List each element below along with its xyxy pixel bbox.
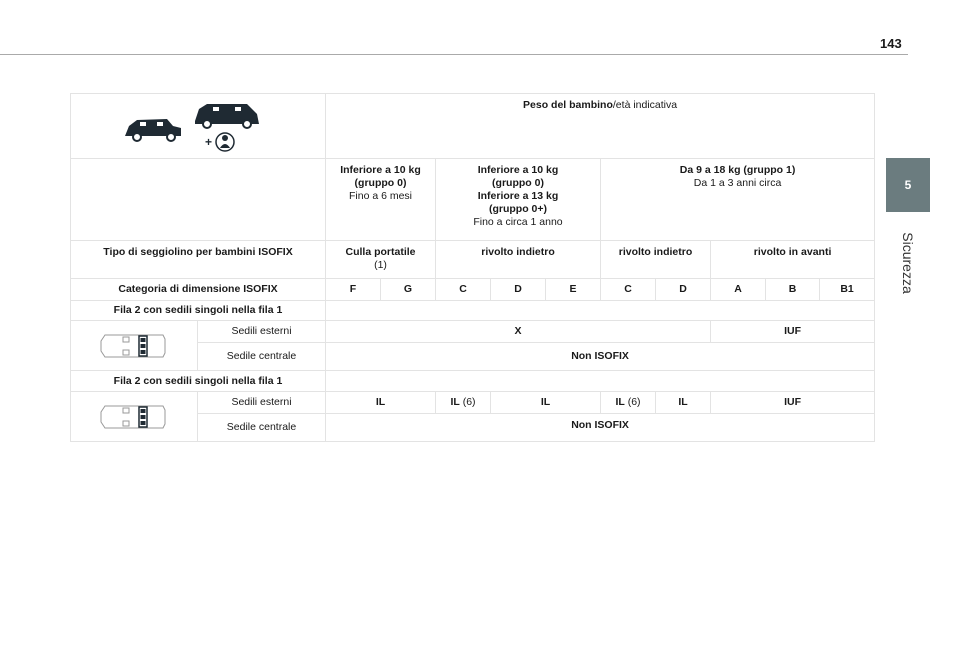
group-1-weight: Da 9 a 18 kg (gruppo 1) — [679, 164, 796, 176]
config1-title-row — [71, 301, 875, 321]
size-class-cell: B — [766, 279, 820, 301]
config1-title: Fila 2 con sedili singoli nella fila 1 — [71, 301, 326, 321]
config1-center-label: Sedile centrale — [198, 343, 326, 371]
config2-outer-label: Sedili esterni — [198, 392, 326, 414]
size-class-label: Categoria di dimensione ISOFIX — [71, 279, 326, 301]
config2-group0-code: IL — [450, 396, 460, 408]
config2-group0-note: (6) — [462, 396, 476, 408]
seat-forward-facing: rivolto in avanti — [711, 241, 875, 279]
config2-group0plus-c-value — [601, 392, 656, 414]
size-class-row — [71, 279, 875, 301]
size-class-cell: E — [546, 279, 601, 301]
group-0 — [326, 159, 436, 241]
svg-text:+: + — [205, 135, 213, 149]
group-1 — [601, 159, 875, 241]
weight-header-bold: Peso del bambino — [523, 99, 613, 111]
config2-group0plus-c-code: IL — [615, 396, 625, 408]
size-class-cell: F — [326, 279, 381, 301]
seat-type-row — [71, 241, 875, 279]
config1-outer-x: X — [326, 321, 711, 343]
seat-type-label: Tipo di seggiolino per bambini ISOFIX — [71, 241, 326, 279]
group-0plus-age: Fino a circa 1 anno — [473, 216, 563, 228]
config1-center-value: Non ISOFIX — [326, 343, 875, 371]
seat-layout-icon — [99, 402, 169, 432]
size-class-cell: D — [656, 279, 711, 301]
carrycot-label: Culla portatile — [345, 246, 416, 258]
config2-group0plus-value: IL — [491, 392, 601, 414]
config2-title-row — [71, 371, 875, 392]
config2-seat-map-cell — [71, 392, 198, 442]
config2-title: Fila 2 con sedili singoli nella fila 1 — [71, 371, 326, 392]
seat-layout-icon — [99, 331, 169, 361]
group-0-class: (gruppo 0) — [354, 177, 407, 189]
carrycot-note: (1) — [374, 259, 387, 271]
config1-outer-iuf: IUF — [711, 321, 875, 343]
header-divider — [0, 54, 908, 55]
config2-carrycot-value: IL — [326, 392, 436, 414]
vehicles-child-seat-icon — [123, 98, 273, 154]
group-row-empty — [71, 159, 326, 241]
group-0plus-class2: (gruppo 0+) — [488, 203, 548, 215]
group-0plus-weight: Inferiore a 10 kg — [477, 164, 559, 176]
weight-header — [326, 94, 875, 159]
seat-carrycot — [326, 241, 436, 279]
size-class-cell: G — [381, 279, 436, 301]
group-0plus — [436, 159, 601, 241]
isofix-table — [70, 93, 875, 442]
size-class-cell: A — [711, 279, 766, 301]
config2-outer-row — [71, 392, 875, 414]
group-0plus-class: (gruppo 0) — [492, 177, 544, 189]
config1-title-empty — [326, 301, 875, 321]
group-row — [71, 159, 875, 241]
group-1-age: Da 1 a 3 anni circa — [693, 177, 782, 189]
seat-rear-facing-2: rivolto indietro — [601, 241, 711, 279]
group-0-age: Fino a 6 mesi — [348, 190, 413, 202]
config2-title-empty — [326, 371, 875, 392]
config2-center-value: Non ISOFIX — [326, 414, 875, 442]
config2-center-label: Sedile centrale — [198, 414, 326, 442]
weight-header-rest: /età indicativa — [612, 99, 678, 111]
page-number: 143 — [880, 36, 902, 51]
config2-group0plus-d-value: IL — [656, 392, 711, 414]
group-0plus-weight2: Inferiore a 13 kg — [477, 190, 559, 202]
group-0-weight: Inferiore a 10 kg — [340, 164, 421, 176]
config1-outer-row — [71, 321, 875, 343]
header-row — [71, 94, 875, 159]
config2-group0-value — [436, 392, 491, 414]
config1-outer-label: Sedili esterni — [198, 321, 326, 343]
size-class-cell: D — [491, 279, 546, 301]
size-class-cell: C — [436, 279, 491, 301]
section-tab: 5 — [886, 158, 930, 212]
config2-forward-value: IUF — [711, 392, 875, 414]
seat-rear-facing-1: rivolto indietro — [436, 241, 601, 279]
section-title: Sicurezza — [900, 232, 916, 294]
vehicle-icon-cell — [71, 94, 326, 159]
size-class-cell: B1 — [820, 279, 875, 301]
config2-group0plus-c-note: (6) — [627, 396, 641, 408]
size-class-cell: C — [601, 279, 656, 301]
config1-seat-map-cell — [71, 321, 198, 371]
